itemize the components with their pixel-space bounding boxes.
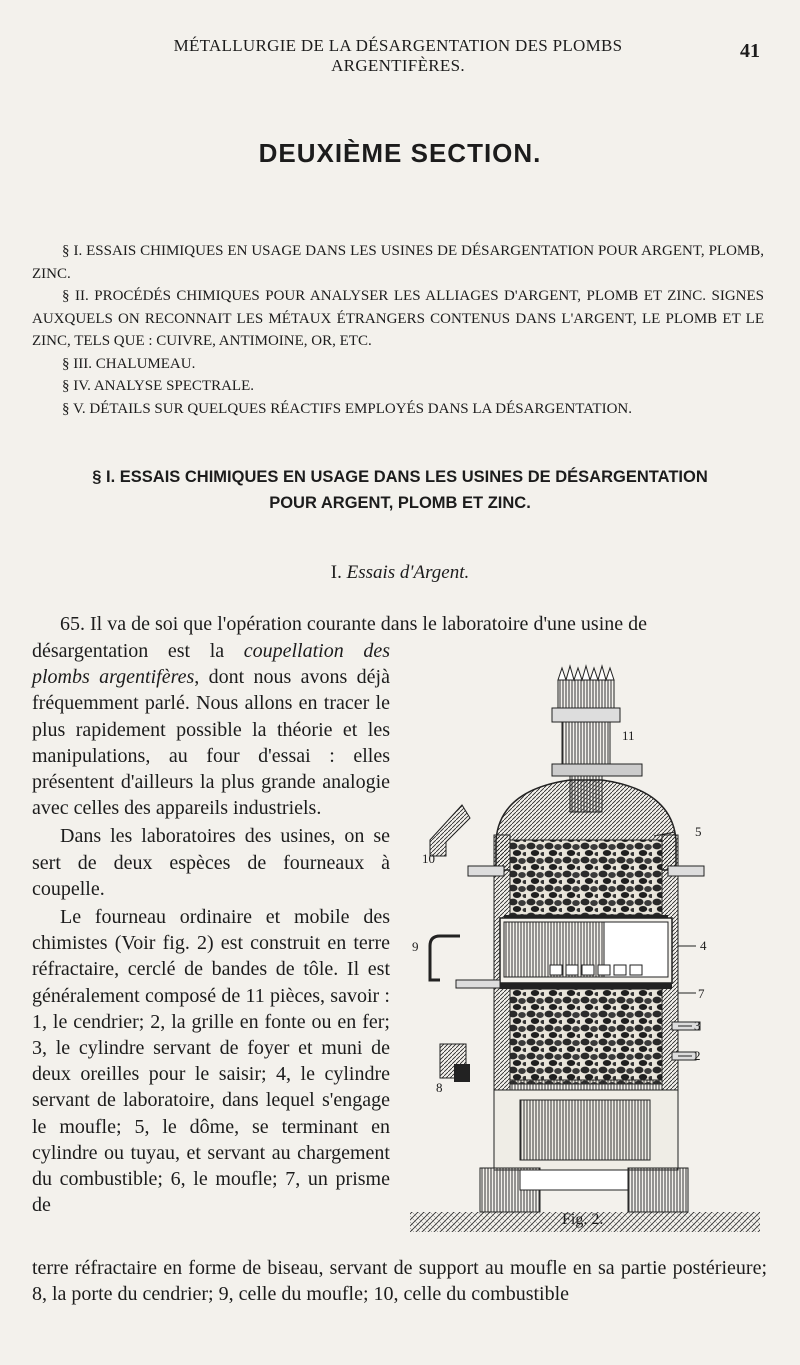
toc-item: § II. PROCÉDÉS CHIMIQUES POUR ANALYSER LES ALLIAGES D'ARGENT, PLOMB ET ZINC. SIGNES AUXQUELS ON RECONNAIT LES MÉTAUX ÉTRANGERS CONTENUS DANS L'ARGENT, LE PLOMB ET LE ZINC, TELS QUE : CUIVRE, ANTIMOINE, OR, ETC. — [32, 288, 764, 349]
figure-label-11: 11 — [622, 728, 635, 743]
section-title: DEUXIÈME SECTION. — [258, 138, 542, 168]
subsection-title — [50, 464, 750, 516]
emphasis: coupellation des plombs argentifères — [32, 640, 390, 689]
page-number: 41 — [740, 40, 760, 62]
paragraph-text: , dont nous avons déjà fréquemment parlé. Nous allons en tracer le plus rapidement possible la théorie et les manipulations, au four d'essai : elles présentent d'ailleurs la plus grande analogie avec celles des appareils industriels. — [32, 666, 390, 820]
figure-label-3: 3 — [694, 1018, 701, 1033]
paragraph-text: désargentation est la — [32, 640, 225, 662]
subheading-title: Essais d'Argent. — [346, 562, 470, 583]
grate — [510, 1080, 662, 1090]
toc-item: § III. CHALUMEAU. — [62, 355, 196, 372]
furnace-illustration — [400, 660, 770, 1235]
combustible-door — [430, 805, 470, 856]
section-contents — [32, 240, 764, 420]
paragraph-lead-line: 65. Il va de soi que l'opération courante dans le laboratoire d'une usine de — [60, 613, 648, 635]
figure-label-8: 8 — [436, 1080, 443, 1095]
subsection-title-line: POUR ARGENT, PLOMB ET ZINC. — [269, 494, 531, 512]
figure-caption: Fig. 2. — [562, 1211, 604, 1228]
running-head: MÉTALLURGIE DE LA DÉSARGENTATION DES PLOMBS ARGENTIFÈRES. — [173, 36, 623, 75]
dome-ear — [552, 764, 642, 776]
subheading-number: I. — [330, 562, 342, 583]
paragraph-continuation: terre réfractaire en forme de biseau, servant de support au moufle en sa partie postérieure; 8, la porte du cendrier; 9, celle du moufle; 10, celle du combustible — [32, 1257, 767, 1306]
figure-label-4: 4 — [700, 938, 707, 953]
paragraph — [32, 638, 390, 821]
paragraph: Dans les laboratoires des usines, on se sert de deux espèces de fourneaux à coupelle. — [32, 825, 390, 900]
figure-label-10: 10 — [422, 851, 435, 866]
subsection-title-line: § I. ESSAIS CHIMIQUES EN USAGE DANS LES USINES DE DÉSARGENTATION — [92, 468, 708, 486]
subheading — [0, 562, 800, 584]
figure-label-9: 9 — [412, 939, 419, 954]
text-column — [32, 638, 390, 1218]
toc-item: § I. ESSAIS CHIMIQUES EN USAGE DANS LES USINES DE DÉSARGENTATION POUR ARGENT, PLOMB, ZINC. — [32, 243, 764, 282]
figure-label-2: 2 — [694, 1048, 701, 1063]
muffle-door-handle — [430, 936, 460, 980]
furnace-leg — [628, 1168, 688, 1212]
paragraph: Le fourneau ordinaire et mobile des chimistes (Voir fig. 2) est construit en terre réfractaire, cerclé de bandes de tôle. Il est généralement composé de 11 pièces, savoir : 1, le cendrier; 2, la grille en fonte ou en fer; 3, le cylindre servant de foyer et muni de deux oreilles pour le saisir; 4, le cylindre servant de laboratoire, dans lequel s'engage le moufle; 5, le dôme, se terminant en cylindre ou tuyau, et servant au chargement du combustible; 6, le moufle; 7, un prisme de — [32, 906, 390, 1217]
toc-item: § V. DÉTAILS SUR QUELQUES RÉACTIFS EMPLOYÉS DANS LA DÉSARGENTATION. — [62, 400, 632, 417]
figure-label-5: 5 — [695, 824, 702, 839]
furnace-body — [494, 835, 678, 1170]
toc-item: § IV. ANALYSE SPECTRALE. — [62, 378, 254, 394]
figure-label-7: 7 — [698, 986, 705, 1001]
